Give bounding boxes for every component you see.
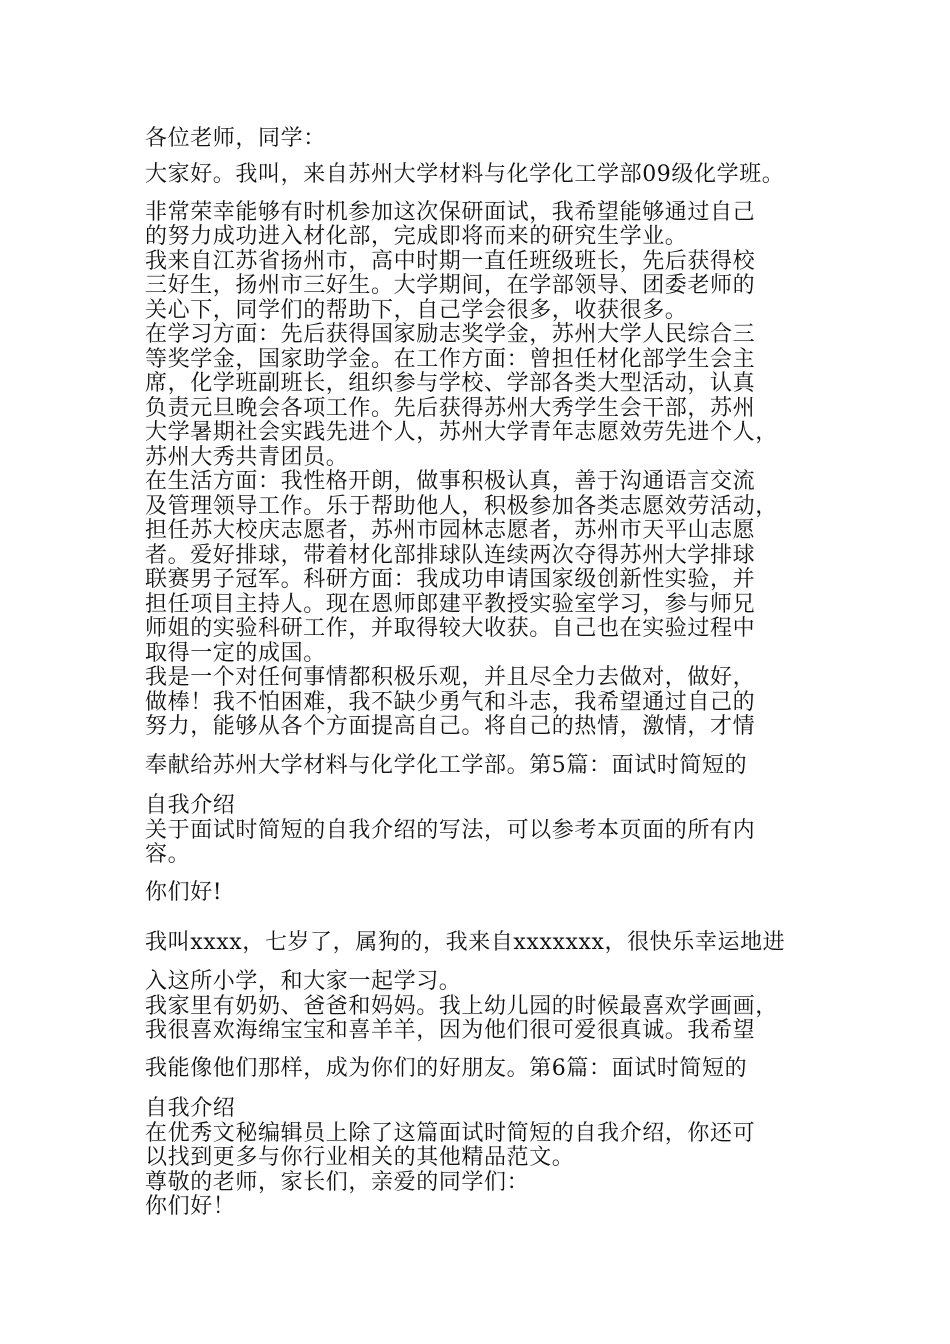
text-line: 的努力成功进入材化部，完成即将而来的研究生学业。 [145,224,688,249]
text-line: 大家好。我叫，来自苏州大学材料与化学化工学部09级化学班。 [145,162,785,187]
text-line: 及管理领导工作。乐于帮助他人，积极参加各类志愿效劳活动， [145,494,778,519]
text-line: 我家里有奶奶、爸爸和妈妈。我上幼儿园的时候最喜欢学画画， [145,994,778,1019]
text-line: 大学暑期社会实践先进个人，苏州大学青年志愿效劳先进个人， [145,420,778,445]
text-line: 努力，能够从各个方面提高自己。将自己的热情，激情，才情 [145,714,756,739]
text-line: 担任苏大校庆志愿者，苏州市园林志愿者，苏州市天平山志愿 [145,518,756,543]
text-line: 苏州大秀共青团员。 [145,445,349,470]
text-line: 等奖学金，国家助学金。在工作方面：曾担任材化部学生会主 [145,347,756,372]
text-line: 你们好！ [145,1194,236,1219]
text-line: 奉献给苏州大学材料与化学化工学部。第5篇：面试时简短的 [145,753,748,778]
text-line: 我叫xxxx，七岁了，属狗的，我来自xxxxxxx，很快乐幸运地进 [145,930,786,955]
text-line: 尊敬的老师，家长们，亲爱的同学们： [145,1170,530,1195]
text-line: 联赛男子冠军。科研方面：我成功申请国家级创新性实验，并 [145,567,756,592]
text-line: 以找到更多与你行业相关的其他精品范文。 [145,1145,575,1170]
text-line: 师姐的实验科研工作，并取得较大收获。自己也在实验过程中 [145,616,756,641]
text-line: 取得一定的成国。 [145,641,326,666]
text-line: 自我介绍 [145,793,236,818]
text-line: 担任项目主持人。现在恩师郎建平教授实验室学习，参与师兄 [145,592,756,617]
text-line: 者。爱好排球，带着材化部排球队连续两次夺得苏州大学排球 [145,543,756,568]
text-line: 我是一个对任何事情都积极乐观，并且尽全力去做对，做好， [145,665,756,690]
text-line: 席，化学班副班长，组织参与学校、学部各类大型活动，认真 [145,371,756,396]
text-line: 我来自江苏省扬州市，高中时期一直任班级班长，先后获得校 [145,249,756,274]
text-line: 做棒！我不怕困难，我不缺少勇气和斗志，我希望通过自己的 [145,690,756,715]
text-line: 三好生，扬州市三好生。大学期间，在学部领导、团委老师的 [145,273,756,298]
text-line: 我能像他们那样，成为你们的好朋友。第6篇：面试时简短的 [145,1056,748,1081]
text-line: 负责元旦晚会各项工作。先后获得苏州大秀学生会干部，苏州 [145,396,756,421]
text-line: 各位老师，同学： [145,126,326,151]
text-line: 在学习方面：先后获得国家励志奖学金，苏州大学人民综合三 [145,322,756,347]
text-line: 关心下，同学们的帮助下，自己学会很多，收获很多。 [145,298,688,323]
text-line: 自我介绍 [145,1096,236,1121]
text-line: 非常荣幸能够有时机参加这次保研面试，我希望能够通过自己 [145,200,756,225]
text-line: 容。 [145,842,191,867]
text-line: 在生活方面：我性格开朗，做事积极认真，善于沟通语言交流 [145,469,756,494]
text-line: 入这所小学，和大家一起学习。 [145,969,462,994]
text-line: 我很喜欢海绵宝宝和喜羊羊，因为他们很可爱很真诚。我希望 [145,1018,756,1043]
text-line: 在优秀文秘编辑员上除了这篇面试时简短的自我介绍，你还可 [145,1121,756,1146]
text-line: 你们好! [145,880,223,905]
text-line: 关于面试时简短的自我介绍的写法，可以参考本页面的所有内 [145,818,756,843]
